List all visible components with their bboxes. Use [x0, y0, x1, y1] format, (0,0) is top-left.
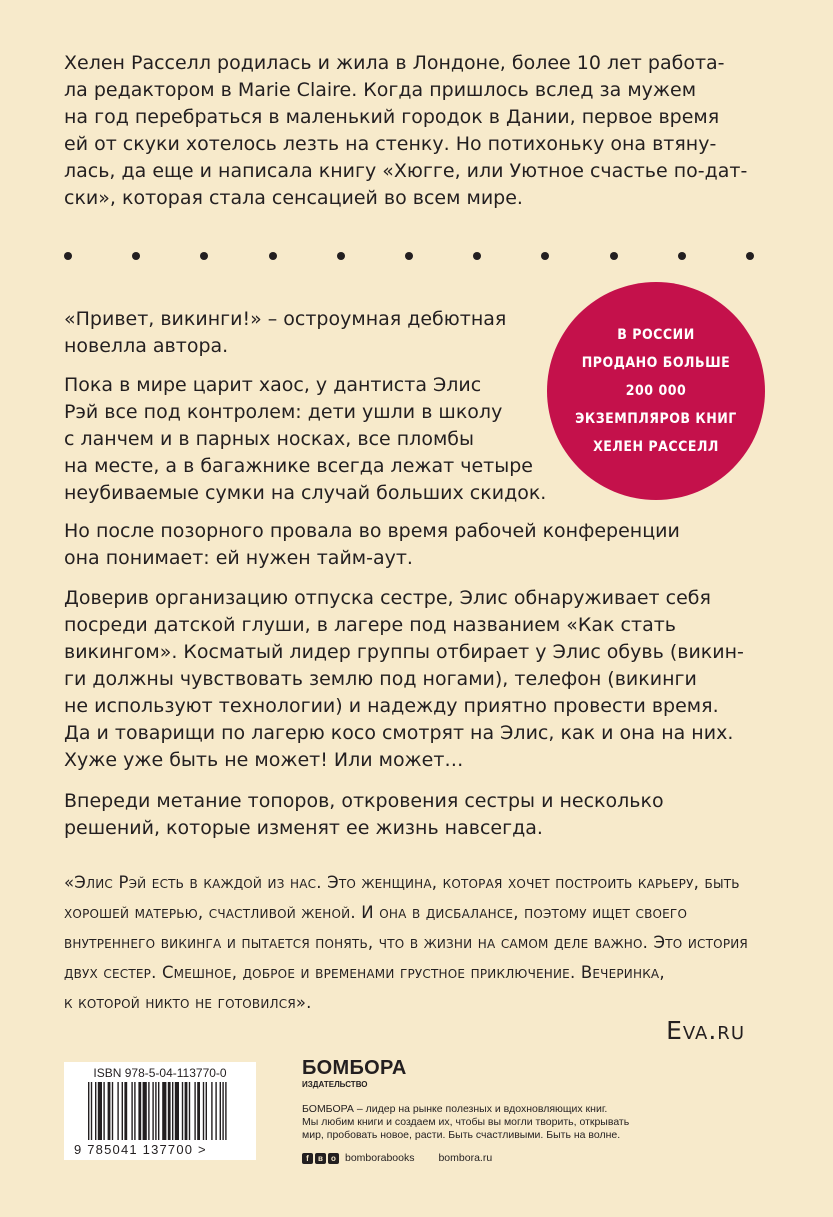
bio-line: ей от скуки хотелось лезть на стенку. Но потихоньку она втяну- — [64, 133, 717, 155]
publisher-social — [302, 1152, 762, 1164]
publisher-description-line: Мы любим книги и создаем их, чтобы вы могли творить, открывать — [302, 1116, 630, 1128]
isbn-number: ISBN 978-5-04-113770-0 — [93, 1066, 227, 1080]
badge-line: ЭКЗЕМПЛЯРОВ КНИГ — [575, 411, 737, 427]
paragraph-4 — [64, 788, 664, 842]
paragraph-1 — [64, 372, 546, 507]
paragraph-line: викингом». Косматый лидер группы отбирает у Элис обувь (викин- — [64, 641, 744, 663]
quote-line: внутреннего викинга и пытается понять, что в жизни на самом деле важно. Это история — [64, 933, 748, 952]
barcode-digits: 9 785041 137700 > — [74, 1142, 207, 1157]
publisher-subtitle: ИЗДАТЕЛЬСТВО — [302, 1080, 368, 1089]
publisher-logo: БОМБОРА — [302, 1057, 407, 1079]
badge-line: 200 000 — [625, 383, 687, 399]
quote-line: двух сестер. Смешное, доброе и временами грустное приключение. Вечеринка, — [64, 963, 665, 982]
quote-line: «Элис Рэй есть в каждой из нас. Это женщина, которая хочет построить карьеру, быть — [64, 873, 740, 892]
paragraph-line: не используют технологии) и надежду приятно провести время. — [64, 695, 719, 717]
divider-dot — [678, 252, 686, 260]
badge-line: ХЕЛЕН РАССЕЛЛ — [593, 439, 719, 455]
bio-line: ски», которая стала сенсацией во всем мире. — [64, 187, 523, 209]
bio-line: лась, да еще и написала книгу «Хюгге, или Уютное счастье по-дат- — [64, 160, 748, 182]
intro-line: «Привет, викинги!» – остроумная дебютная — [64, 308, 507, 330]
badge-line: В РОССИИ — [617, 327, 695, 343]
paragraph-line: с ланчем и в парных носках, все пломбы — [64, 428, 474, 450]
quote-source: Eva.ru — [666, 1016, 745, 1045]
social-handle: bomborabooks — [345, 1152, 415, 1164]
paragraph-line: Впереди метание топоров, откровения сестры и несколько — [64, 790, 664, 812]
bio-line: ла редактором в Marie Claire. Когда пришлось вслед за мужем — [64, 79, 697, 101]
divider-dot — [64, 252, 72, 260]
divider-dot — [337, 252, 345, 260]
vk-icon: в — [315, 1153, 326, 1164]
paragraph-line: Доверив организацию отпуска сестре, Элис обнаруживает себя — [64, 587, 711, 609]
divider-dot — [269, 252, 277, 260]
bio-line: Хелен Расселл родилась и жила в Лондоне, более 10 лет работа- — [64, 52, 725, 74]
paragraph-line: решений, которые изменят ее жизнь навсегда. — [64, 817, 543, 839]
paragraph-2 — [64, 518, 680, 572]
divider-dot — [541, 252, 549, 260]
sales-badge — [547, 282, 765, 500]
quote-line: к которой никто не готовился». — [64, 993, 312, 1012]
paragraph-line: она понимает: ей нужен тайм-аут. — [64, 547, 413, 569]
paragraph-line: Рэй все под контролем: дети ушли в школу — [64, 401, 503, 423]
bio-line: на год перебраться в маленький городок в Дании, первое время — [64, 106, 720, 128]
publisher-website: bombora.ru — [438, 1152, 493, 1164]
facebook-icon: f — [302, 1153, 313, 1164]
publisher-description-line: БОМБОРА – лидер на рынке полезных и вдохновляющих книг. — [302, 1103, 608, 1115]
paragraph-line: Хуже уже быть не может! Или может… — [64, 749, 464, 771]
publisher-block — [302, 1058, 762, 1164]
badge-line: ПРОДАНО БОЛЬШЕ — [581, 355, 731, 371]
divider-dot — [610, 252, 618, 260]
review-quote — [64, 868, 764, 1018]
divider-dot — [200, 252, 208, 260]
paragraph-line: на месте, а в багажнике всегда лежат четыре — [64, 455, 533, 477]
quote-line: хорошей матерью, счастливой женой. И она в дисбалансе, поэтому ищет своего — [64, 903, 688, 922]
paragraph-line: Пока в мире царит хаос, у дантиста Элис — [64, 374, 482, 396]
publisher-description — [302, 1103, 762, 1142]
odnoklassniki-icon: о — [328, 1153, 339, 1164]
barcode-bars — [88, 1082, 238, 1144]
paragraph-line: Но после позорного провала во время рабочей конференции — [64, 520, 680, 542]
divider-dot — [405, 252, 413, 260]
intro-paragraph — [64, 306, 506, 360]
divider-dot — [746, 252, 754, 260]
author-bio — [64, 50, 764, 212]
paragraph-line: Да и товарищи по лагерю косо смотрят на Элис, как и она на них. — [64, 722, 734, 744]
divider-dot — [132, 252, 140, 260]
isbn-barcode — [64, 1062, 256, 1160]
publisher-description-line: мир, пробовать новое, расти. Быть счастливыми. Быть на волне. — [302, 1129, 621, 1141]
divider-dot — [473, 252, 481, 260]
paragraph-line: ги должны чувствовать землю под ногами), телефон (викинги — [64, 668, 697, 690]
paragraph-3 — [64, 585, 744, 774]
paragraph-line: неубиваемые сумки на случай больших скидок. — [64, 482, 547, 504]
intro-line: новелла автора. — [64, 335, 229, 357]
paragraph-line: посреди датской глуши, в лагере под названием «Как стать — [64, 614, 676, 636]
dotted-divider — [64, 250, 754, 262]
